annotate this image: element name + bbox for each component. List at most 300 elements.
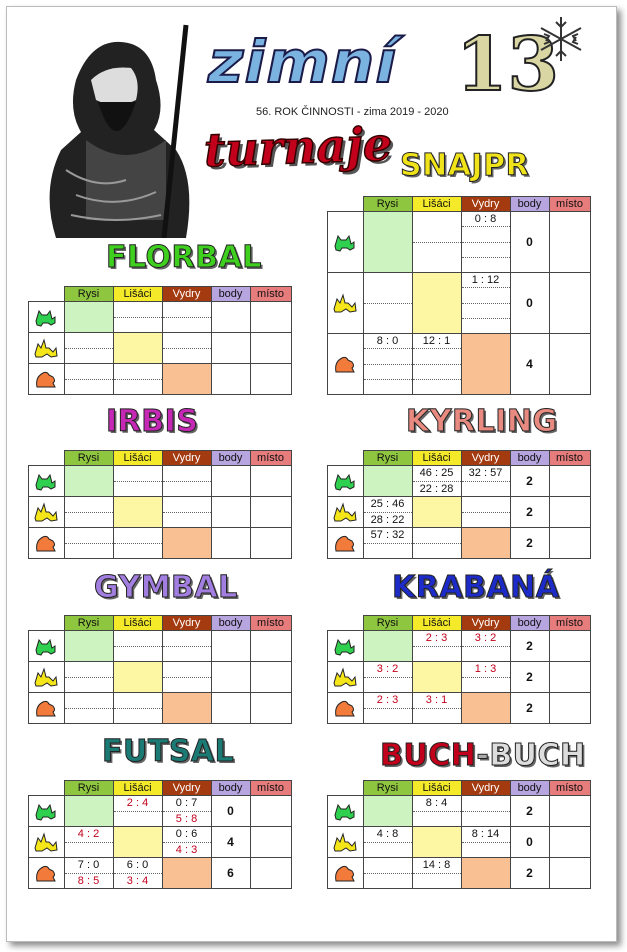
cell-rysi-vs-rysi bbox=[363, 212, 412, 273]
misto-cell bbox=[250, 631, 291, 662]
score-line bbox=[413, 349, 461, 364]
misto-cell bbox=[549, 528, 590, 559]
cell-rysi-vs-vydry bbox=[162, 302, 211, 333]
col-header-misto: místo bbox=[549, 616, 590, 631]
table-row bbox=[29, 796, 292, 827]
corner-cell bbox=[29, 616, 65, 631]
score-line bbox=[413, 709, 461, 724]
score-line bbox=[364, 349, 412, 364]
col-header-lisaci: Lišáci bbox=[412, 197, 461, 212]
score-line bbox=[462, 812, 510, 827]
table-row bbox=[328, 466, 591, 497]
score-line bbox=[364, 273, 412, 304]
score-line bbox=[462, 647, 510, 662]
cell-lisaci-vs-rysi bbox=[363, 497, 412, 528]
table-row bbox=[328, 858, 591, 889]
misto-cell bbox=[250, 796, 291, 827]
score-line bbox=[462, 288, 510, 303]
table-row bbox=[29, 662, 292, 693]
col-header-misto: místo bbox=[549, 197, 590, 212]
col-header-vydry: Vydry bbox=[461, 451, 510, 466]
corner-cell bbox=[328, 781, 364, 796]
misto-cell bbox=[250, 333, 291, 364]
score-line bbox=[462, 796, 510, 812]
col-header-vydry: Vydry bbox=[162, 781, 211, 796]
cell-lisaci-vs-lisaci bbox=[113, 497, 162, 528]
lynx-icon bbox=[29, 466, 65, 497]
col-header-body: body bbox=[510, 197, 549, 212]
score-line bbox=[413, 647, 461, 662]
otter-icon bbox=[328, 693, 364, 724]
table-row bbox=[29, 302, 292, 333]
col-header-rysi: Rysi bbox=[363, 781, 412, 796]
cell-lisaci-vs-lisaci bbox=[412, 497, 461, 528]
col-header-lisaci: Lišáci bbox=[113, 451, 162, 466]
table-row bbox=[29, 528, 292, 559]
misto-cell bbox=[250, 858, 291, 889]
score-line: 0 : 6 bbox=[163, 827, 211, 843]
sport-title-futsal: FUTSAL bbox=[102, 734, 235, 769]
score-line: 22 : 28 bbox=[419, 482, 454, 495]
score-line: 3 : 2 bbox=[364, 662, 412, 678]
score-line bbox=[413, 365, 461, 380]
score-line: 2 : 3 bbox=[364, 693, 412, 709]
score-line: 7 : 0 bbox=[65, 858, 113, 874]
table-row bbox=[328, 334, 591, 395]
score-line: 2 : 4 bbox=[114, 796, 162, 812]
body-cell bbox=[211, 497, 250, 528]
cell-lisaci-vs-lisaci bbox=[412, 827, 461, 858]
col-header-misto: místo bbox=[250, 616, 291, 631]
cell-vydry-vs-vydry bbox=[461, 528, 510, 559]
col-header-body: body bbox=[510, 616, 549, 631]
score-line: 6 : 0 bbox=[114, 858, 162, 874]
cell-rysi-vs-lisaci bbox=[412, 631, 461, 662]
cell-vydry-vs-vydry bbox=[162, 858, 211, 889]
fox-icon bbox=[328, 662, 364, 693]
misto-cell bbox=[549, 693, 590, 724]
score-line bbox=[364, 380, 412, 394]
misto-cell bbox=[250, 827, 291, 858]
misto-cell bbox=[549, 212, 590, 273]
cell-lisaci-vs-vydry bbox=[461, 662, 510, 693]
misto-cell bbox=[549, 827, 590, 858]
misto-cell bbox=[250, 693, 291, 724]
col-header-misto: místo bbox=[549, 781, 590, 796]
score-line: 8 : 0 bbox=[364, 334, 412, 349]
cell-vydry-vs-rysi bbox=[363, 528, 412, 559]
cell-lisaci-vs-vydry bbox=[162, 662, 211, 693]
cell-lisaci-vs-rysi bbox=[363, 662, 412, 693]
cell-vydry-vs-rysi bbox=[64, 364, 113, 395]
corner-cell bbox=[328, 451, 364, 466]
sport-title-irbis: IRBIS bbox=[106, 404, 199, 439]
table-row bbox=[328, 796, 591, 827]
score-line: 1 : 12 bbox=[462, 273, 510, 288]
score-line bbox=[364, 365, 412, 380]
col-header-rysi: Rysi bbox=[363, 451, 412, 466]
otter-icon bbox=[29, 364, 65, 395]
col-header-rysi: Rysi bbox=[363, 197, 412, 212]
cell-rysi-vs-vydry bbox=[461, 212, 510, 273]
table-row bbox=[328, 827, 591, 858]
misto-cell bbox=[549, 273, 590, 334]
lynx-icon bbox=[29, 631, 65, 662]
score-line bbox=[413, 212, 461, 243]
cell-lisaci-vs-rysi bbox=[64, 333, 113, 364]
buch-dash: - bbox=[476, 738, 490, 773]
col-header-misto: místo bbox=[250, 287, 291, 302]
table-row bbox=[328, 631, 591, 662]
score-line: 4 : 8 bbox=[364, 827, 412, 843]
cell-rysi-vs-lisaci bbox=[113, 631, 162, 662]
misto-cell bbox=[549, 466, 590, 497]
fox-icon bbox=[29, 333, 65, 364]
cell-vydry-vs-vydry bbox=[162, 693, 211, 724]
misto-cell bbox=[250, 662, 291, 693]
col-header-misto: místo bbox=[549, 451, 590, 466]
sport-title-florbal: FLORBAL bbox=[106, 240, 262, 275]
cell-rysi-vs-vydry bbox=[461, 631, 510, 662]
body-cell: 2 bbox=[510, 528, 549, 559]
otter-icon bbox=[328, 528, 364, 559]
cell-vydry-vs-vydry bbox=[461, 693, 510, 724]
score-line: 57 : 32 bbox=[364, 528, 412, 544]
lynx-icon bbox=[328, 631, 364, 662]
table-row bbox=[328, 528, 591, 559]
col-header-lisaci: Lišáci bbox=[113, 616, 162, 631]
cell-rysi-vs-lisaci bbox=[113, 796, 162, 827]
misto-cell bbox=[549, 796, 590, 827]
col-header-misto: místo bbox=[250, 451, 291, 466]
table-row bbox=[29, 466, 292, 497]
col-header-vydry: Vydry bbox=[461, 781, 510, 796]
cell-rysi-vs-rysi bbox=[363, 796, 412, 827]
cell-rysi-vs-vydry bbox=[461, 796, 510, 827]
misto-cell bbox=[250, 302, 291, 333]
cell-vydry-vs-rysi bbox=[363, 334, 412, 395]
fox-icon bbox=[328, 497, 364, 528]
cell-rysi-vs-rysi bbox=[64, 302, 113, 333]
col-header-vydry: Vydry bbox=[461, 616, 510, 631]
cell-vydry-vs-lisaci bbox=[412, 528, 461, 559]
body-cell: 4 bbox=[510, 334, 549, 395]
score-line: 4 : 3 bbox=[175, 843, 198, 856]
score-line bbox=[462, 319, 510, 333]
col-header-vydry: Vydry bbox=[461, 197, 510, 212]
score-line bbox=[364, 544, 412, 559]
score-line: 0 : 8 bbox=[462, 212, 510, 227]
cell-lisaci-vs-vydry bbox=[162, 827, 211, 858]
cell-lisaci-vs-rysi bbox=[64, 662, 113, 693]
cell-rysi-vs-lisaci bbox=[412, 796, 461, 827]
title-number: 13 bbox=[456, 22, 559, 108]
corner-cell bbox=[328, 197, 364, 212]
col-header-lisaci: Lišáci bbox=[113, 287, 162, 302]
table-row bbox=[328, 273, 591, 334]
otter-icon bbox=[328, 334, 364, 395]
cell-lisaci-vs-lisaci bbox=[412, 273, 461, 334]
col-header-rysi: Rysi bbox=[64, 616, 113, 631]
score-line bbox=[462, 843, 510, 858]
body-cell: 2 bbox=[510, 662, 549, 693]
score-line bbox=[364, 874, 412, 889]
misto-cell bbox=[250, 528, 291, 559]
score-line: 12 : 1 bbox=[413, 334, 461, 349]
col-header-rysi: Rysi bbox=[363, 616, 412, 631]
cell-rysi-vs-lisaci bbox=[113, 302, 162, 333]
cell-rysi-vs-lisaci bbox=[113, 466, 162, 497]
cell-vydry-vs-vydry bbox=[162, 528, 211, 559]
cell-lisaci-vs-rysi bbox=[363, 273, 412, 334]
corner-cell bbox=[29, 781, 65, 796]
fox-icon bbox=[328, 827, 364, 858]
sport-title-snajpr: SNAJPR bbox=[400, 148, 530, 183]
score-line bbox=[413, 812, 461, 827]
results-table-snajpr bbox=[327, 196, 591, 395]
col-header-lisaci: Lišáci bbox=[113, 781, 162, 796]
cell-lisaci-vs-lisaci bbox=[113, 827, 162, 858]
results-table-kyrling bbox=[327, 450, 591, 559]
cell-rysi-vs-rysi bbox=[64, 466, 113, 497]
fox-icon bbox=[29, 497, 65, 528]
cell-rysi-vs-lisaci bbox=[412, 466, 461, 497]
cell-rysi-vs-rysi bbox=[363, 466, 412, 497]
misto-cell bbox=[549, 334, 590, 395]
buch-second: BUCH bbox=[489, 738, 586, 773]
score-line bbox=[65, 843, 113, 858]
body-cell bbox=[211, 333, 250, 364]
score-line bbox=[364, 843, 412, 858]
score-line: 4 : 2 bbox=[65, 827, 113, 843]
score-line: 2 : 3 bbox=[413, 631, 461, 647]
table-row bbox=[328, 693, 591, 724]
lynx-icon bbox=[328, 796, 364, 827]
score-line: 3 : 4 bbox=[126, 874, 149, 887]
table-row bbox=[328, 497, 591, 528]
cell-rysi-vs-rysi bbox=[64, 796, 113, 827]
col-header-body: body bbox=[510, 781, 549, 796]
body-cell bbox=[211, 693, 250, 724]
body-cell bbox=[211, 662, 250, 693]
score-line bbox=[462, 513, 510, 528]
score-line bbox=[364, 709, 412, 724]
score-line bbox=[462, 497, 510, 513]
sport-title-kyrling: KYRLING bbox=[406, 404, 558, 439]
cell-vydry-vs-vydry bbox=[461, 334, 510, 395]
score-line bbox=[364, 304, 412, 334]
score-line: 8 : 4 bbox=[413, 796, 461, 812]
lynx-icon bbox=[29, 796, 65, 827]
results-table-gymbal bbox=[28, 615, 292, 724]
score-line bbox=[413, 243, 461, 273]
cell-vydry-vs-rysi bbox=[64, 858, 113, 889]
fox-icon bbox=[29, 662, 65, 693]
title-word: zimní bbox=[208, 28, 398, 96]
cell-vydry-vs-lisaci bbox=[412, 693, 461, 724]
sport-title-krabana: KRABANÁ bbox=[392, 570, 560, 605]
col-header-body: body bbox=[211, 451, 250, 466]
cell-lisaci-vs-rysi bbox=[64, 827, 113, 858]
subtitle: 56. ROK ČINNOSTI - zima 2019 - 2020 bbox=[256, 106, 449, 118]
col-header-vydry: Vydry bbox=[162, 287, 211, 302]
table-row bbox=[29, 631, 292, 662]
subtitle-word: turnaje bbox=[203, 116, 393, 178]
cell-lisaci-vs-lisaci bbox=[412, 662, 461, 693]
cell-rysi-vs-vydry bbox=[162, 796, 211, 827]
misto-cell bbox=[250, 466, 291, 497]
body-cell: 2 bbox=[510, 858, 549, 889]
sport-title-gymbal: GYMBAL bbox=[94, 570, 238, 605]
cell-lisaci-vs-lisaci bbox=[113, 333, 162, 364]
cell-vydry-vs-lisaci bbox=[113, 858, 162, 889]
cell-lisaci-vs-rysi bbox=[363, 827, 412, 858]
snowflake-icon bbox=[536, 14, 586, 64]
body-cell: 2 bbox=[510, 631, 549, 662]
score-line bbox=[413, 380, 461, 394]
misto-cell bbox=[549, 631, 590, 662]
body-cell: 0 bbox=[510, 827, 549, 858]
score-line: 25 : 46 bbox=[364, 497, 412, 513]
table-row bbox=[29, 333, 292, 364]
score-line: 8 : 5 bbox=[77, 874, 100, 887]
cell-rysi-vs-vydry bbox=[162, 631, 211, 662]
score-line: 0 : 7 bbox=[163, 796, 211, 812]
body-cell bbox=[211, 364, 250, 395]
cell-lisaci-vs-vydry bbox=[461, 827, 510, 858]
body-cell: 2 bbox=[510, 497, 549, 528]
buch-first: BUCH bbox=[380, 738, 477, 773]
table-row bbox=[29, 827, 292, 858]
results-table-buchbuch bbox=[327, 780, 591, 889]
body-cell: 2 bbox=[510, 693, 549, 724]
body-cell: 4 bbox=[211, 827, 250, 858]
results-table-irbis bbox=[28, 450, 292, 559]
col-header-lisaci: Lišáci bbox=[412, 451, 461, 466]
score-line: 5 : 8 bbox=[175, 812, 198, 825]
score-line bbox=[462, 243, 510, 258]
lynx-icon bbox=[328, 212, 364, 273]
score-line bbox=[462, 678, 510, 693]
cell-rysi-vs-vydry bbox=[461, 466, 510, 497]
table-row bbox=[29, 858, 292, 889]
body-cell: 6 bbox=[211, 858, 250, 889]
misto-cell bbox=[549, 662, 590, 693]
cell-rysi-vs-rysi bbox=[363, 631, 412, 662]
body-cell bbox=[211, 528, 250, 559]
cell-vydry-vs-rysi bbox=[363, 858, 412, 889]
body-cell: 0 bbox=[510, 212, 549, 273]
score-line bbox=[462, 304, 510, 319]
hermit-illustration bbox=[36, 20, 216, 238]
body-cell: 0 bbox=[510, 273, 549, 334]
sport-title-buchbuch bbox=[380, 738, 586, 773]
score-line: 3 : 1 bbox=[413, 693, 461, 709]
lynx-icon bbox=[328, 466, 364, 497]
otter-icon bbox=[29, 693, 65, 724]
cell-vydry-vs-lisaci bbox=[412, 334, 461, 395]
cell-vydry-vs-lisaci bbox=[412, 858, 461, 889]
table-row bbox=[29, 364, 292, 395]
cell-lisaci-vs-vydry bbox=[461, 273, 510, 334]
col-header-lisaci: Lišáci bbox=[412, 781, 461, 796]
cell-vydry-vs-lisaci bbox=[113, 693, 162, 724]
cell-rysi-vs-rysi bbox=[64, 631, 113, 662]
results-table-krabana bbox=[327, 615, 591, 724]
cell-vydry-vs-rysi bbox=[64, 693, 113, 724]
cell-lisaci-vs-vydry bbox=[162, 333, 211, 364]
col-header-rysi: Rysi bbox=[64, 781, 113, 796]
body-cell bbox=[211, 302, 250, 333]
lynx-icon bbox=[29, 302, 65, 333]
score-line: 46 : 25 bbox=[413, 466, 461, 482]
body-cell: 2 bbox=[510, 466, 549, 497]
score-line: 14 : 8 bbox=[413, 858, 461, 874]
col-header-vydry: Vydry bbox=[162, 616, 211, 631]
body-cell bbox=[211, 631, 250, 662]
corner-cell bbox=[328, 616, 364, 631]
cell-rysi-vs-vydry bbox=[162, 466, 211, 497]
cell-lisaci-vs-lisaci bbox=[113, 662, 162, 693]
cell-vydry-vs-lisaci bbox=[113, 364, 162, 395]
cell-vydry-vs-vydry bbox=[461, 858, 510, 889]
score-line: 3 : 2 bbox=[462, 631, 510, 647]
table-row bbox=[328, 212, 591, 273]
col-header-lisaci: Lišáci bbox=[412, 616, 461, 631]
table-row bbox=[29, 693, 292, 724]
corner-cell bbox=[29, 451, 65, 466]
misto-cell bbox=[250, 364, 291, 395]
score-line bbox=[364, 678, 412, 693]
body-cell bbox=[211, 466, 250, 497]
score-line bbox=[413, 544, 461, 559]
col-header-body: body bbox=[211, 781, 250, 796]
table-row bbox=[328, 662, 591, 693]
cell-vydry-vs-vydry bbox=[162, 364, 211, 395]
score-line: 8 : 14 bbox=[462, 827, 510, 843]
results-table-futsal bbox=[28, 780, 292, 889]
otter-icon bbox=[29, 858, 65, 889]
score-line bbox=[364, 858, 412, 874]
corner-cell bbox=[29, 287, 65, 302]
score-line: 1 : 3 bbox=[462, 662, 510, 678]
score-line bbox=[114, 812, 162, 827]
cell-vydry-vs-rysi bbox=[363, 693, 412, 724]
results-table-florbal bbox=[28, 286, 292, 395]
fox-icon bbox=[328, 273, 364, 334]
col-header-body: body bbox=[211, 616, 250, 631]
score-line bbox=[462, 227, 510, 242]
cell-lisaci-vs-rysi bbox=[64, 497, 113, 528]
table-row bbox=[29, 497, 292, 528]
misto-cell bbox=[549, 858, 590, 889]
body-cell: 0 bbox=[211, 796, 250, 827]
score-line bbox=[413, 528, 461, 544]
score-line: 28 : 22 bbox=[370, 513, 405, 526]
col-header-rysi: Rysi bbox=[64, 451, 113, 466]
cell-vydry-vs-rysi bbox=[64, 528, 113, 559]
cell-lisaci-vs-vydry bbox=[461, 497, 510, 528]
col-header-body: body bbox=[510, 451, 549, 466]
otter-icon bbox=[29, 528, 65, 559]
cell-vydry-vs-lisaci bbox=[113, 528, 162, 559]
cell-lisaci-vs-vydry bbox=[162, 497, 211, 528]
score-line bbox=[462, 258, 510, 272]
otter-icon bbox=[328, 858, 364, 889]
fox-icon bbox=[29, 827, 65, 858]
misto-cell bbox=[250, 497, 291, 528]
misto-cell bbox=[549, 497, 590, 528]
